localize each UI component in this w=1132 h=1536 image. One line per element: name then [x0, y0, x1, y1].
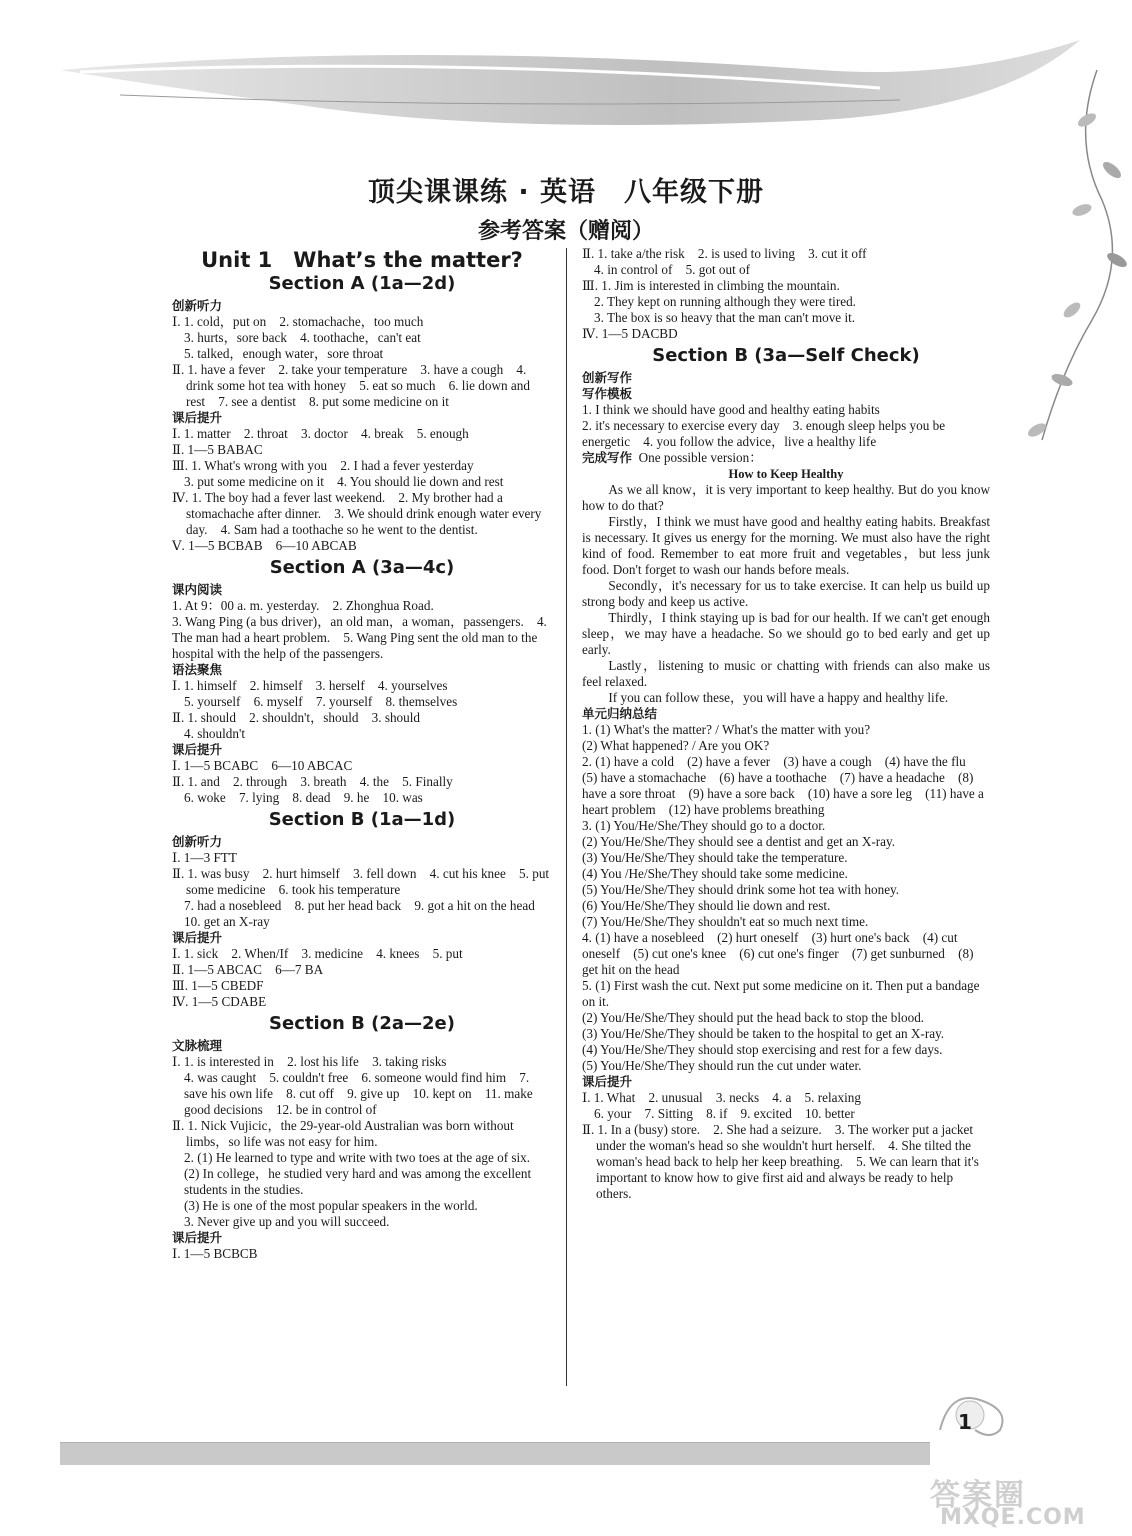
answer-line: 4. in control of 5. got out of — [594, 262, 751, 277]
answer-line: 7. had a nosebleed 8. put her head back 9. got a hit on the head 10. get an X-ray — [184, 898, 549, 929]
answer-line: Ⅰ. 1—5 BCABC 6—10 ABCAC — [172, 758, 353, 773]
answer-line: Ⅳ. 1—5 CDABE — [172, 994, 267, 1009]
answer-line: Ⅰ. 1. cold，put on 2. stomachache，too much — [172, 314, 424, 329]
answer-line: (2) You/He/She/They should see a dentist and get an X-ray. — [582, 834, 896, 849]
answer-line: 2. (1) have a cold (2) have a fever (3) have a cough (4) have the flu (5) have a stomachache (6) have a toothache (7) have a headache (8) have a sore throat (9) have a sore back (10) have a sore leg (11) have a heart problem (12) have problems breathing — [582, 754, 984, 817]
essay-paragraph: As we all know，it is very important to keep healthy. But do you know how to do that? — [582, 482, 990, 513]
answer-line: 1. At 9：00 a. m. yesterday. 2. Zhonghua Road. — [172, 598, 434, 613]
answer-line: 1. (1) What's the matter? / What's the matter with you? — [582, 722, 871, 737]
answer-line: (5) You/He/She/They should run the cut under water. — [582, 1058, 862, 1073]
answer-line: (2) You/He/She/They should put the head back to stop the blood. — [582, 1010, 925, 1025]
answer-line: 4. was caught 5. couldn't free 6. someone would find him 7. save his own life 8. cut off 9. give up 10. kept on 11. make good decisions 12. be in control of — [184, 1070, 533, 1117]
answer-line: Ⅰ. 1. himself 2. himself 3. herself 4. yourselves — [172, 678, 448, 693]
footer-bar — [60, 1442, 930, 1465]
answer-line: (3) You/He/She/They should be taken to the hospital to get an X-ray. — [582, 1026, 945, 1041]
answer-line: 5. (1) First wash the cut. Next put some medicine on it. Then put a bandage on it. — [582, 978, 980, 1009]
answer-line: 4. shouldn't — [184, 726, 245, 741]
answer-line: Ⅱ. 1—5 BABAC — [172, 442, 263, 457]
answer-line: (4) You /He/She/They should take some medicine. — [582, 866, 848, 881]
answer-line: Ⅰ. 1. matter 2. throat 3. doctor 4. break 5. enough — [172, 426, 469, 441]
answer-line: 6. woke 7. lying 8. dead 9. he 10. was — [184, 790, 423, 805]
part-label: 课后提升 — [172, 742, 223, 757]
answer-line: 2. They kept on running although they were tired. — [594, 294, 856, 309]
section-heading: Section A (1a—2d) — [268, 273, 456, 294]
answer-line: 3. hurts，sore back 4. toothache，can't eat — [184, 330, 421, 345]
part-label: 创新听力 — [172, 298, 223, 313]
answer-line: Ⅲ. 1—5 CBEDF — [172, 978, 264, 993]
column-divider — [566, 248, 567, 1386]
part-label: 创新听力 — [172, 834, 223, 849]
answer-line: 3. Never give up and you will succeed. — [184, 1214, 390, 1229]
section-heading: Section B (3a—Self Check) — [652, 345, 920, 366]
answer-line: Ⅱ. 1. and 2. through 3. breath 4. the 5. Finally — [172, 774, 453, 789]
part-label: 课后提升 — [582, 1074, 633, 1089]
section-heading: Section A (3a—4c) — [269, 557, 455, 578]
answer-line: Ⅱ. 1. should 2. shouldn't，should 3. should — [172, 710, 420, 725]
answer-line: (4) You/He/She/They should stop exercising and rest for a few days. — [582, 1042, 943, 1057]
part-label: 完成写作 — [582, 450, 633, 465]
answer-line: Ⅰ. 1—3 FTT — [172, 850, 237, 865]
answer-line: Ⅱ. 1. Nick Vujicic，the 29-year-old Australian was born without limbs，so life was not easy for him. — [172, 1118, 514, 1149]
answer-line: Ⅲ. 1. Jim is interested in climbing the mountain. — [582, 278, 840, 293]
answer-line: 2. it's necessary to exercise every day 3. enough sleep helps you be energetic 4. you follow the advice，live a healthy life — [582, 418, 946, 449]
watermark-url: MXQE.COM — [940, 1505, 1086, 1530]
part-label: 课后提升 — [172, 410, 223, 425]
essay-paragraph: Firstly，I think we must have good and healthy eating habits. Breakfast is necessary. It gives us energy for the morning. We must also have the right kind of food. Remember to eat more fruit and vegetables，but less junk food. Don't forget to wash our hands before meals. — [582, 514, 990, 577]
right-column — [582, 246, 990, 1202]
answer-line: (3) He is one of the most popular speakers in the world. — [184, 1198, 478, 1213]
left-column — [172, 246, 552, 1262]
section-heading: Section B (2a—2e) — [269, 1013, 455, 1034]
answer-line: (2) In college，he studied very hard and was among the excellent students in the studies. — [184, 1166, 532, 1197]
answer-line: Ⅱ. 1. In a (busy) store. 2. She had a seizure. 3. The worker put a jacket under the woman's head so she wouldn't hurt herself. 4. She tilted the woman's head back to help her keep breathing. 5. We can learn that it's important to know how to give first aid and always be ready to help others. — [582, 1122, 979, 1201]
unit-heading: Unit 1 What’s the matter? — [201, 248, 523, 272]
answer-line: (6) You/He/She/They should lie down and rest. — [582, 898, 831, 913]
answer-line: 5. talked，enough water，sore throat — [184, 346, 384, 361]
answer-line: Ⅲ. 1. What's wrong with you 2. I had a fever yesterday — [172, 458, 474, 473]
page-number: 1 — [958, 1410, 972, 1434]
part-label: 单元归纳总结 — [582, 706, 658, 721]
essay-title: How to Keep Healthy — [728, 467, 844, 481]
answer-line: One possible version： — [638, 450, 763, 465]
answer-line: 3. (1) You/He/She/They should go to a doctor. — [582, 818, 826, 833]
answer-line: Ⅰ. 1. is interested in 2. lost his life 3. taking risks — [172, 1054, 447, 1069]
answer-line: Ⅱ. 1. was busy 2. hurt himself 3. fell down 4. cut his knee 5. put some medicine 6. took his temperature — [172, 866, 550, 897]
book-title: 顶尖课课练 · 英语 八年级下册 — [367, 177, 765, 208]
answer-line: (7) You/He/She/They shouldn't eat so much next time. — [582, 914, 869, 929]
page-corner-swirl-decoration — [930, 1380, 1020, 1440]
part-label: 语法聚焦 — [172, 662, 223, 677]
answer-line: Ⅱ. 1. have a fever 2. take your temperature 3. have a cough 4. drink some hot tea with honey 5. eat so much 6. lie down and rest 7. see a dentist 8. put some medicine on it — [172, 362, 530, 409]
answer-line: 6. your 7. Sitting 8. if 9. excited 10. better — [594, 1106, 855, 1121]
answer-line: 3. Wang Ping (a bus driver)，an old man，a woman，passengers. 4. The man had a heart problem. 5. Wang Ping sent the old man to the hospital with the help of the passengers. — [172, 614, 547, 661]
answer-line: 4. (1) have a nosebleed (2) hurt oneself (3) hurt one's back (4) cut oneself (5) cut one's knee (6) cut one's finger (7) get sunburned (8) get hit on the head — [582, 930, 974, 977]
part-label: 课内阅读 — [172, 582, 223, 597]
part-label: 课后提升 — [172, 1230, 223, 1245]
answer-line: Ⅳ. 1—5 DACBD — [582, 326, 678, 341]
watermark-logo: 答案圈 — [930, 1478, 1026, 1513]
essay-paragraph: Lastly，listening to music or chatting with friends can also make us feel relaxed. — [582, 658, 990, 689]
section-heading: Section B (1a—1d) — [268, 809, 456, 830]
essay-paragraph: If you can follow these，you will have a happy and healthy life. — [608, 690, 949, 705]
answer-line: Ⅱ. 1—5 ABCAC 6—7 BA — [172, 962, 324, 977]
part-label: 创新写作 — [582, 370, 633, 385]
answer-line: Ⅰ. 1. What 2. unusual 3. necks 4. a 5. relaxing — [582, 1090, 861, 1105]
answer-line: Ⅰ. 1—5 BCBCB — [172, 1246, 258, 1261]
answer-line: (2) What happened? / Are you OK? — [582, 738, 770, 753]
answer-line: 3. The box is so heavy that the man can't move it. — [594, 310, 856, 325]
answer-line: Ⅴ. 1—5 BCBAB 6—10 ABCAB — [172, 538, 357, 553]
vine-decoration — [1002, 60, 1132, 480]
answer-line: 5. yourself 6. myself 7. yourself 8. themselves — [184, 694, 458, 709]
answer-line: Ⅰ. 1. sick 2. When/If 3. medicine 4. knees 5. put — [172, 946, 463, 961]
answer-line: Ⅱ. 1. take a/the risk 2. is used to living 3. cut it off — [582, 246, 867, 261]
part-label: 文脉梳理 — [172, 1038, 223, 1053]
answer-line: (5) You/He/She/They should drink some hot tea with honey. — [582, 882, 900, 897]
answer-line: 1. I think we should have good and healthy eating habits — [582, 402, 880, 417]
part-label: 课后提升 — [172, 930, 223, 945]
answer-key-subtitle: 参考答案（赠阅） — [477, 219, 654, 244]
essay-paragraph: Secondly，it's necessary for us to take exercise. It can help us build up strong body and keep us active. — [582, 578, 990, 609]
answer-line: 2. (1) He learned to type and write with two toes at the age of six. — [184, 1150, 531, 1165]
essay-paragraph: Thirdly，I think staying up is bad for our health. If we can't get enough sleep，we may have a headache. So we should go to bed early and get up early. — [582, 610, 990, 657]
part-label: 写作模板 — [582, 386, 633, 401]
answer-line: (3) You/He/She/They should take the temperature. — [582, 850, 848, 865]
answer-line: Ⅳ. 1. The boy had a fever last weekend. 2. My brother had a stomachache after dinner. 3. We should drink enough water every day. 4. Sam had a toothache so he went to the dentist. — [172, 490, 542, 537]
answer-line: 3. put some medicine on it 4. You should lie down and rest — [184, 474, 504, 489]
